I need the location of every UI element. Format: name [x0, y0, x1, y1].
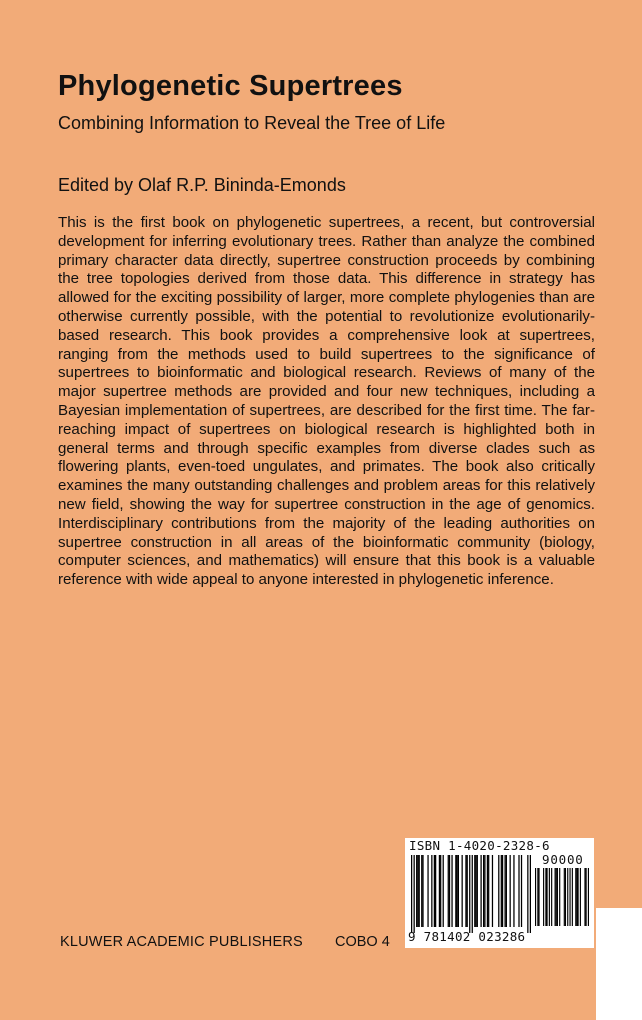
price-code: 90000	[542, 852, 584, 867]
price-addon-barcode	[535, 868, 589, 926]
barcode-bar	[504, 855, 505, 927]
isbn-barcode-label	[405, 838, 594, 948]
ean13-barcode	[411, 855, 531, 933]
isbn-number: ISBN 1-4020-2328-6	[409, 838, 550, 853]
barcode-bar	[538, 868, 539, 926]
ean-digits: 9 781402 023286	[408, 929, 526, 944]
barcode-bar	[465, 855, 466, 927]
barcode-bar	[467, 855, 468, 927]
barcode-bar	[419, 855, 420, 927]
barcode-bar	[449, 855, 450, 927]
barcode-bar	[584, 868, 585, 926]
barcode-bar	[443, 855, 444, 927]
back-cover-description: This is the first book on phylogenetic supertrees, a recent, but controversial development for inferring evolutionary trees. Rather than analyze the combined primary character data directly, supertree construction proceeds by combining the tree topologies derived from those data. This difference in strategy has allowed for the exciting possibility of larger, more complete phylogenies than are otherwise currently possible, with the potential to revolutionize evolutionarily-based research. This book provides a comprehensive look at supertrees, ranging from the methods used to build supertrees to the significance of supertrees to bioinformatic and biological research. Reviews of many of the major supertree methods are provided and four new techniques, including a Bayesian implementation of supertrees, are described for the first time. The far-reaching impact of supertrees on biological research is highlighted both in general terms and through specific examples from diverse clades such as flowering plants, even-toed ungulates, and primates. The book also critically examines the many outstanding challenges and problem areas for this relatively new field, showing the way for supertree construction in the age of genomics. Interdisciplinary contributions from the majority of the leading authorities on supertree construction in all areas of the bioinformatic community (biology, computer sciences, and mathematics) will ensure that this book is a valuable reference with wide appeal to anyone interested in phylogenetic inference.	[58, 214, 595, 589]
barcode-bar	[586, 868, 587, 926]
barcode-bar	[440, 855, 441, 927]
barcode-bar	[484, 855, 485, 927]
barcode-bar	[580, 868, 581, 926]
barcode-bar	[480, 855, 481, 927]
barcode-bar	[462, 855, 463, 927]
barcode-bar	[549, 868, 550, 926]
barcode-bar	[448, 855, 449, 927]
barcode-bar	[483, 855, 484, 927]
barcode-bar	[411, 855, 412, 933]
book-title: Phylogenetic Supertrees	[58, 70, 403, 102]
barcode-bar	[456, 855, 457, 927]
white-label-strip	[596, 908, 642, 1020]
barcode-bar	[474, 855, 475, 927]
barcode-bar	[565, 868, 566, 926]
barcode-bar	[421, 855, 422, 927]
barcode-bar	[492, 855, 493, 927]
barcode-bar	[498, 855, 499, 927]
barcode-bar	[414, 855, 415, 933]
barcode-bar	[416, 855, 417, 927]
barcode-bar	[469, 855, 470, 933]
barcode-bar	[458, 855, 459, 927]
barcode-bar	[576, 868, 577, 926]
barcode-bar	[530, 855, 531, 933]
barcode-bar	[439, 855, 440, 927]
barcode-bar	[455, 855, 456, 927]
barcode-bar	[545, 868, 546, 926]
barcode-bar	[569, 868, 570, 926]
barcode-bar	[513, 855, 514, 927]
barcode-bar	[427, 855, 428, 927]
barcode-bar	[502, 855, 503, 927]
series-code: COBO 4	[335, 934, 390, 950]
barcode-bar	[555, 868, 556, 926]
barcode-bar	[422, 855, 423, 927]
barcode-bar	[506, 855, 507, 927]
barcode-bar	[535, 868, 536, 926]
barcode-bar	[488, 855, 489, 927]
barcode-bar	[487, 855, 488, 927]
barcode-bar	[564, 868, 565, 926]
barcode-bar	[518, 855, 519, 927]
barcode-bar	[537, 868, 538, 926]
barcode-bar	[451, 855, 452, 927]
barcode-bar	[472, 855, 473, 933]
barcode-bar	[435, 855, 436, 927]
barcode-bar	[556, 868, 557, 926]
barcode-bar	[551, 868, 552, 926]
barcode-bar	[417, 855, 418, 927]
barcode-bar	[543, 868, 544, 926]
barcode-bar	[434, 855, 435, 927]
barcode-bar	[578, 868, 579, 926]
barcode-bar	[572, 868, 573, 926]
barcode-bar	[475, 855, 476, 927]
barcode-bar	[431, 855, 432, 927]
barcode-bar	[575, 868, 576, 926]
barcode-bar	[546, 868, 547, 926]
barcode-bar	[557, 868, 558, 926]
editor-credit: Edited by Olaf R.P. Bininda-Emonds	[58, 175, 346, 195]
barcode-bar	[477, 855, 478, 927]
barcode-bar	[559, 868, 560, 926]
barcode-bar	[567, 868, 568, 926]
book-subtitle: Combining Information to Reveal the Tree of Life	[58, 113, 446, 133]
barcode-bar	[588, 868, 589, 926]
publisher-name: KLUWER ACADEMIC PUBLISHERS	[60, 934, 303, 950]
barcode-bar	[527, 855, 528, 933]
barcode-bar	[510, 855, 511, 927]
barcode-bar	[521, 855, 522, 927]
barcode-bar	[501, 855, 502, 927]
